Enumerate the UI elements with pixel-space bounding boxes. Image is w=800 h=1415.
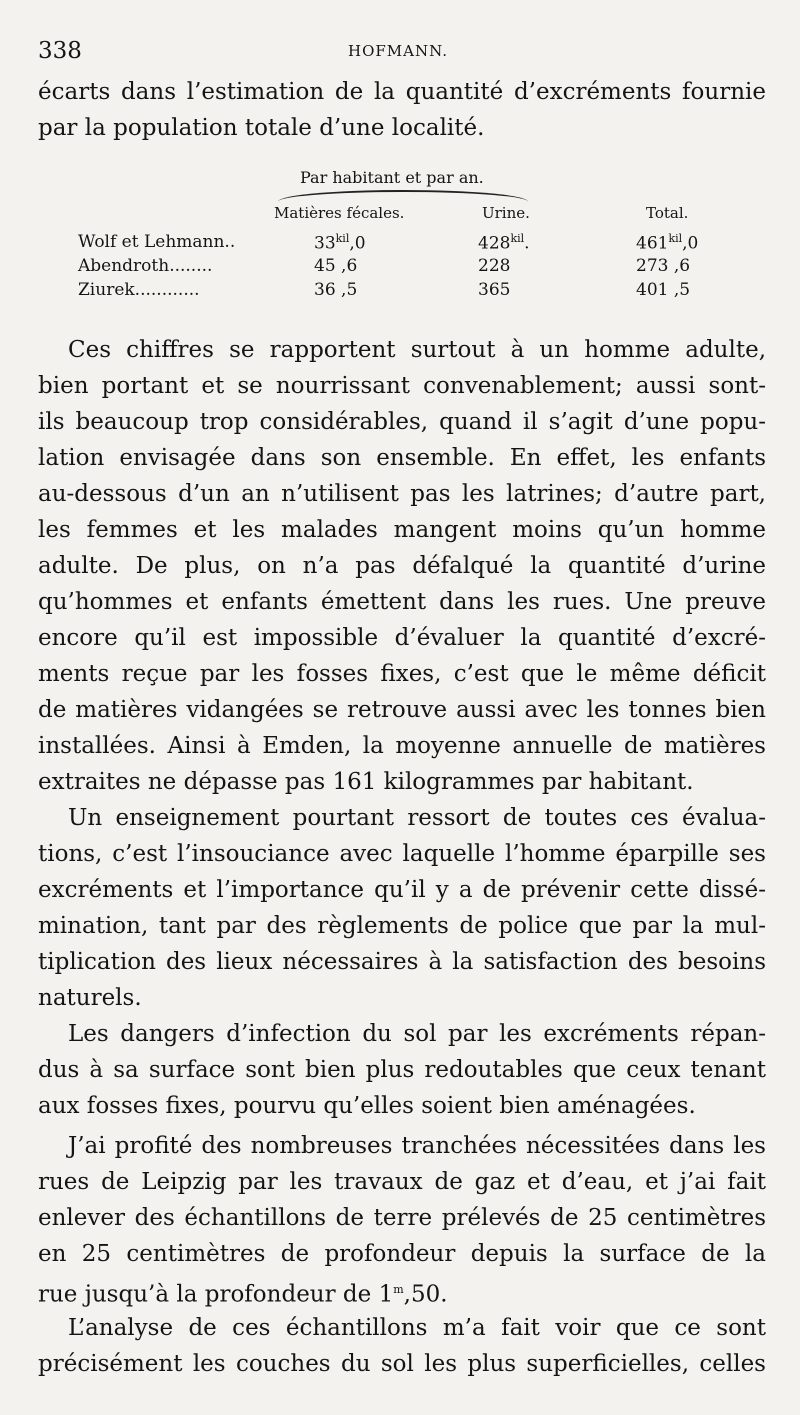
table-cell-feces: 45 ,6 [314, 256, 358, 276]
table-cell-total: 401 ,5 [636, 280, 691, 300]
text-line: ments reçue par les fosses fixes, c’est que le même déficit [38, 661, 766, 687]
text-line: encore qu’il est impossible d’évaluer la quantité d’excré- [38, 625, 766, 651]
page-header [38, 38, 760, 68]
intro-line: écarts dans l’estimation de la quantité d’excréments fournie [38, 79, 766, 105]
table-cell-urine: $428^{kil}$. [478, 232, 530, 254]
table-caption: Par habitant et par an. [300, 168, 484, 187]
table-row-label: Wolf et Lehmann.. [78, 232, 236, 252]
text-line: L’analyse de ces échantillons m’a fait voir que ce sont [68, 1315, 766, 1341]
text-line: excréments et l’importance qu’il y a de prévenir cette dissé- [38, 877, 766, 903]
text-line: extraites ne dépasse pas 161 kilogrammes par habitant. [38, 769, 694, 795]
text-line: naturels. [38, 985, 142, 1011]
text-line: J’ai profité des nombreuses tranchées nécessitées dans les [68, 1133, 766, 1159]
table-cell-urine: 365 [478, 280, 511, 300]
table-cell-feces: $33^{kil},0$ [314, 232, 366, 254]
column-header-urine: Urine. [482, 204, 530, 222]
text-line: Un enseignement pourtant ressort de toutes ces évalua- [68, 805, 766, 831]
table-row-label: Abendroth........ [78, 256, 213, 276]
text-line: de matières vidangées se retrouve aussi avec les tonnes bien [38, 697, 766, 723]
running-head: HOFMANN. [348, 42, 449, 60]
table-cell-urine: 228 [478, 256, 511, 276]
text-line: Ces chiffres se rapportent surtout à un homme adulte, [68, 337, 766, 363]
column-header-feces: Matières fécales. [274, 204, 405, 222]
text-line: installées. Ainsi à Emden, la moyenne annuelle de matières [38, 733, 766, 759]
column-header-total: Total. [646, 204, 689, 222]
text-line: rue jusqu’à la profondeur de 1$^m$,50. [38, 1281, 448, 1308]
text-line: enlever des échantillons de terre prélevés de 25 centimètres [38, 1205, 766, 1231]
text-line: les femmes et les malades mangent moins qu’un homme [38, 517, 766, 543]
text-line: ils beaucoup trop considérables, quand il s’agit d’une popu- [38, 409, 766, 435]
text-line: Les dangers d’infection du sol par les excréments répan- [68, 1021, 766, 1047]
text-line: adulte. De plus, on n’a pas défalqué la quantité d’urine [38, 553, 766, 579]
table-cell-total: $461^{kil},0$ [636, 232, 699, 254]
table-row-label: Ziurek............ [78, 280, 200, 300]
page-number: 338 [38, 38, 82, 64]
text-line: lation envisagée dans son ensemble. En effet, les enfants [38, 445, 766, 471]
text-line: tions, c’est l’insouciance avec laquelle l’homme éparpille ses [38, 841, 766, 867]
table-cell-feces: 36 ,5 [314, 280, 358, 300]
table-cell-total: 273 ,6 [636, 256, 691, 276]
text-line: aux fosses fixes, pourvu qu’elles soient bien aménagées. [38, 1093, 696, 1119]
text-line: en 25 centimètres de profondeur depuis la surface de la [38, 1241, 766, 1267]
table-brace [278, 190, 528, 204]
text-line: qu’hommes et enfants émettent dans les rues. Une preuve [38, 589, 766, 615]
text-line: tiplication des lieux nécessaires à la satisfaction des besoins [38, 949, 766, 975]
text-line: dus à sa surface sont bien plus redoutables que ceux tenant [38, 1057, 766, 1083]
text-line: au-dessous d’un an n’utilisent pas les latrines; d’autre part, [38, 481, 766, 507]
intro-line: par la population totale d’une localité. [38, 115, 485, 141]
text-line: rues de Leipzig par les travaux de gaz et d’eau, et j’ai fait [38, 1169, 766, 1195]
text-line: mination, tant par des règlements de police que par la mul- [38, 913, 766, 939]
text-line: bien portant et se nourrissant convenablement; aussi sont- [38, 373, 766, 399]
text-line: précisément les couches du sol les plus superficielles, celles [38, 1351, 766, 1377]
